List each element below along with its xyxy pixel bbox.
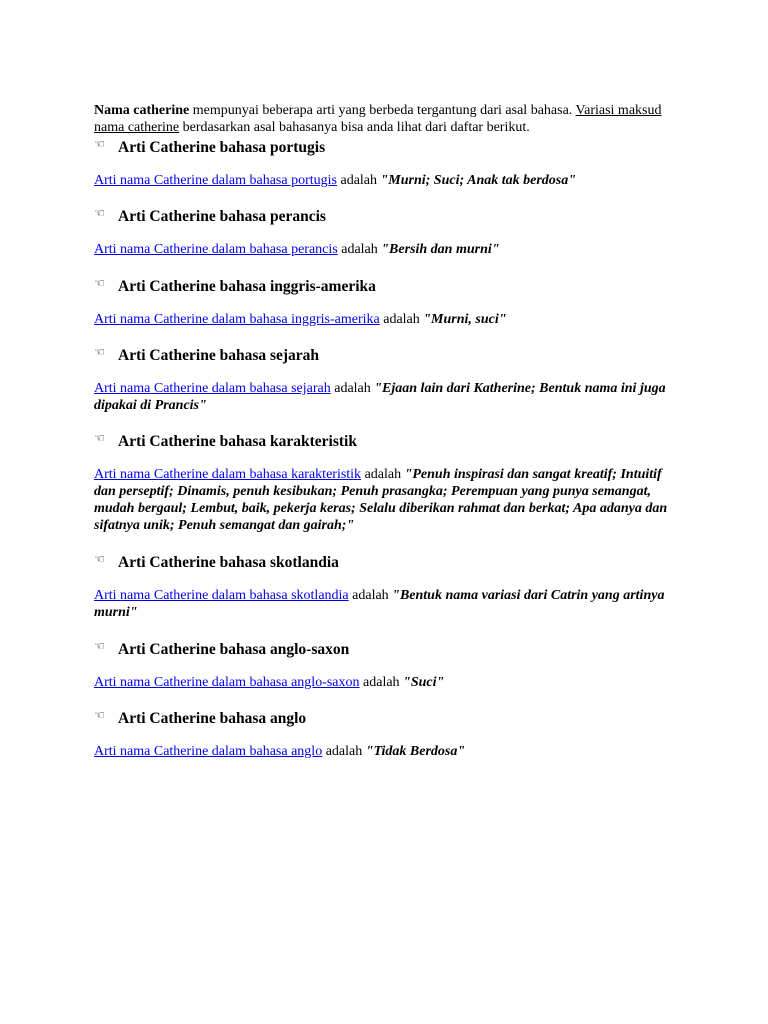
intro-underlined-phrase: Variasi maksud nama catherine <box>94 103 662 135</box>
section-link[interactable]: Arti nama Catherine dalam bahasa portugis <box>94 173 337 188</box>
section-link[interactable]: Arti nama Catherine dalam bahasa anglo-saxon <box>94 675 360 690</box>
section-connector: adalah <box>379 312 424 327</box>
section-heading-text: Arti Catherine bahasa inggris-amerika <box>118 278 376 295</box>
section-link[interactable]: Arti nama Catherine dalam bahasa skotlandia <box>94 588 349 603</box>
section-meaning: "Murni; Suci; Anak tak berdosa" <box>380 173 577 188</box>
section-heading <box>94 277 684 297</box>
pointing-hand-icon: ☜ <box>94 639 105 653</box>
section-meaning: "Bersih dan murni" <box>381 242 500 257</box>
section-karakteristik <box>94 432 684 534</box>
section-paragraph <box>94 674 684 691</box>
section-paragraph <box>94 311 684 328</box>
pointing-hand-icon: ☜ <box>94 708 105 722</box>
section-paragraph <box>94 587 684 621</box>
pointing-hand-icon: ☜ <box>94 345 105 359</box>
section-perancis <box>94 207 684 258</box>
section-heading <box>94 138 684 158</box>
section-link[interactable]: Arti nama Catherine dalam bahasa inggris-amerika <box>94 312 380 327</box>
section-anglo <box>94 709 684 760</box>
section-paragraph <box>94 172 684 189</box>
section-heading-text: Arti Catherine bahasa perancis <box>118 208 326 225</box>
section-paragraph <box>94 743 684 760</box>
section-link[interactable]: Arti nama Catherine dalam bahasa anglo <box>94 744 323 759</box>
section-meaning: "Ejaan lain dari Katherine; Bentuk nama ini juga dipakai di Prancis" <box>94 381 666 413</box>
section-heading <box>94 709 684 729</box>
section-connector: adalah <box>337 242 382 257</box>
section-connector: adalah <box>359 675 404 690</box>
section-heading-text: Arti Catherine bahasa portugis <box>118 139 326 156</box>
section-heading-text: Arti Catherine bahasa anglo-saxon <box>118 641 350 658</box>
section-connector: adalah <box>322 744 366 759</box>
section-heading-text: Arti Catherine bahasa karakteristik <box>118 433 357 450</box>
section-heading <box>94 207 684 227</box>
section-meaning: "Bentuk nama variasi dari Catrin yang artinya murni" <box>94 588 665 620</box>
section-inggris-amerika <box>94 277 684 328</box>
section-connector: adalah <box>330 381 375 396</box>
section-heading <box>94 640 684 660</box>
section-meaning: "Tidak Berdosa" <box>365 744 466 759</box>
section-skotlandia <box>94 553 684 621</box>
section-connector: adalah <box>361 467 405 482</box>
section-meaning: "Suci" <box>403 675 445 690</box>
intro-text-2: berdasarkan asal bahasanya bisa anda lihat dari daftar berikut. <box>179 120 530 135</box>
section-heading-text: Arti Catherine bahasa anglo <box>118 710 307 727</box>
section-heading <box>94 432 684 452</box>
section-link[interactable]: Arti nama Catherine dalam bahasa karakteristik <box>94 467 362 482</box>
section-sejarah <box>94 346 684 414</box>
section-heading-text: Arti Catherine bahasa skotlandia <box>118 554 339 571</box>
section-paragraph <box>94 466 684 534</box>
section-paragraph <box>94 241 684 258</box>
section-heading <box>94 346 684 366</box>
section-link[interactable]: Arti nama Catherine dalam bahasa perancis <box>94 242 338 257</box>
pointing-hand-icon: ☜ <box>94 206 105 220</box>
intro-bold-lead: Nama catherine <box>94 103 190 118</box>
section-paragraph <box>94 380 684 414</box>
section-heading <box>94 553 684 573</box>
section-anglo-saxon <box>94 640 684 691</box>
pointing-hand-icon: ☜ <box>94 552 105 566</box>
intro-text-1: mempunyai beberapa arti yang berbeda tergantung dari asal bahasa. <box>189 103 576 118</box>
pointing-hand-icon: ☜ <box>94 276 105 290</box>
section-link[interactable]: Arti nama Catherine dalam bahasa sejarah <box>94 381 331 396</box>
section-connector: adalah <box>348 588 393 603</box>
intro-paragraph <box>94 102 684 136</box>
section-meaning: "Murni, suci" <box>423 312 507 327</box>
pointing-hand-icon: ☜ <box>94 137 105 151</box>
section-meaning: "Penuh inspirasi dan sangat kreatif; Intuitif dan perseptif; Dinamis, penuh kesibukan; Penuh prasangka; Perempuan yang punya semangat, mudah bergaul; Lembut, baik, pekerja keras; Selalu diberikan rahmat dan berkat; Apa adanya dan sifatnya unik; Penuh semangat dan gairah;" <box>94 467 668 533</box>
section-portugis <box>94 138 684 189</box>
pointing-hand-icon: ☜ <box>94 431 105 445</box>
section-connector: adalah <box>336 173 381 188</box>
section-heading-text: Arti Catherine bahasa sejarah <box>118 347 320 364</box>
